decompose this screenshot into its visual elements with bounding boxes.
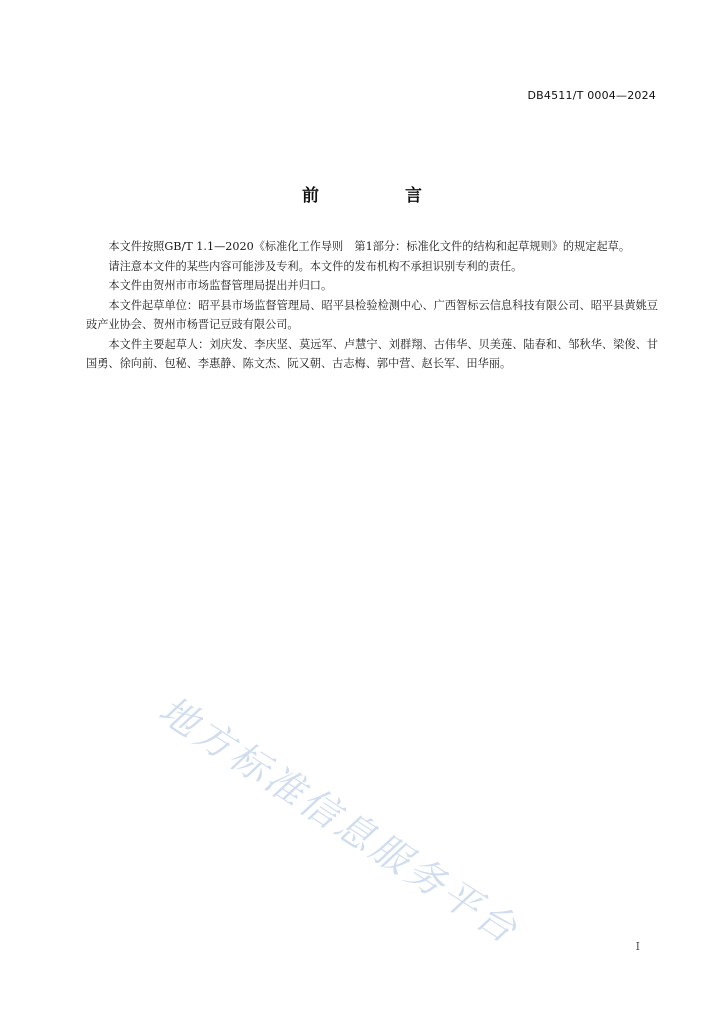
- page-number: I: [635, 940, 640, 953]
- watermark: 地方标准信息服务平台: [151, 687, 528, 954]
- page-title: 前 言: [302, 186, 462, 206]
- paragraph-drafters: 本文件主要起草人：刘庆发、李庆坚、莫远军、卢慧宁、刘群翔、古伟华、贝美莲、陆春和、邹秋华、梁俊、甘国勇、徐向前、包秘、李惠静、陈文杰、阮又朝、古志梅、郭中营、赵长军、田华丽。: [86, 337, 658, 370]
- document-code: DB4511/T 0004—2024: [527, 89, 656, 102]
- paragraph-drafting-rules: 本文件按照GB/T 1.1—2020《标准化工作导则 第1部分：标准化文件的结构和起草规则》的规定起草。: [108, 240, 631, 253]
- paragraph-proposer: 本文件由贺州市市场监督管理局提出并归口。: [108, 279, 333, 292]
- preface-body: [86, 237, 658, 374]
- paragraph-patent-notice: 请注意本文件的某些内容可能涉及专利。本文件的发布机构不承担识别专利的责任。: [108, 259, 523, 273]
- paragraph-drafting-units: 本文件起草单位：昭平县市场监督管理局、昭平县检验检测中心、广西智标云信息科技有限公司、昭平县黄姚豆豉产业协会、贺州市杨晋记豆豉有限公司。: [86, 298, 658, 331]
